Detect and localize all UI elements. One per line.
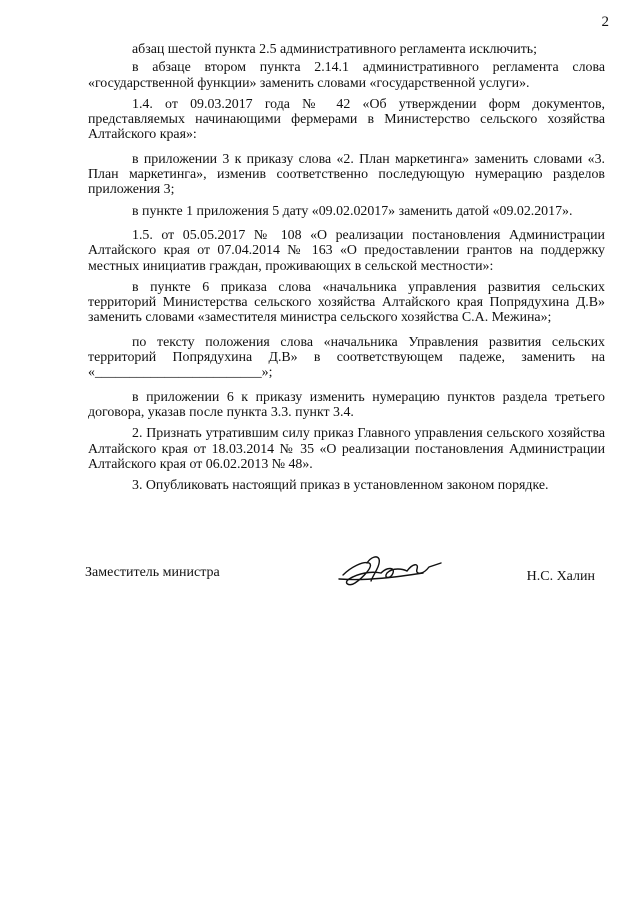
signatory-name: Н.С. Халин: [526, 569, 595, 584]
paragraph: в пункте 6 приказа слова «начальника управления развития сельских территорий Министерства сельского хозяйства Алтайского края Попрядухина Д.В» заменить словами «заместителя министра сельского хозяйства С.А. Межина»;: [88, 279, 605, 326]
paragraph: 1.5. от 05.05.2017 № 108 «О реализации постановления Администрации Алтайского края от 07.04.2014 № 163 «О предоставлении грантов на поддержку местных инициатив граждан, проживающих в сельской местности»:: [88, 227, 605, 274]
signature-block: [85, 555, 595, 595]
paragraph: в приложении 6 к приказу изменить нумерацию пунктов раздела третьего договора, указав после пункта 3.3. пункт 3.4.: [88, 389, 605, 420]
paragraph: по тексту положения слова «начальника Управления развития сельских территорий Попрядухина Д.В» в соответствующем падеже, заменить на «________________________»;: [88, 334, 605, 381]
handwritten-signature: [337, 553, 447, 589]
signatory-position: Заместитель министра: [85, 565, 220, 580]
paragraph: 2. Признать утратившим силу приказ Главного управления сельского хозяйства Алтайского края от 18.03.2014 № 35 «О реализации постановления Администрации Алтайского края от 06.02.2013 № 48».: [88, 426, 605, 472]
paragraph: в абзаце втором пункта 2.14.1 административного регламента слова «государственной функции» заменить словами «государственной услуги».: [88, 60, 605, 91]
paragraph: в пункте 1 приложения 5 дату «09.02.02017» заменить датой «09.02.2017».: [132, 203, 573, 219]
paragraph: в приложении 3 к приказу слова «2. План маркетинга» заменить словами «3. План маркетинга», изменив соответственно последующую нумерацию разделов приложения 3;: [88, 151, 605, 198]
page-number: 2: [601, 14, 609, 30]
paragraph: абзац шестой пункта 2.5 административного регламента исключить;: [132, 42, 537, 57]
paragraph: 3. Опубликовать настоящий приказ в установленном законом порядке.: [132, 478, 549, 494]
paragraph: 1.4. от 09.03.2017 года № 42 «Об утверждении форм документов, представляемых начинающими фермерами в Министерство сельского хозяйства Алтайского края»:: [88, 96, 605, 143]
document-body: [88, 42, 605, 499]
